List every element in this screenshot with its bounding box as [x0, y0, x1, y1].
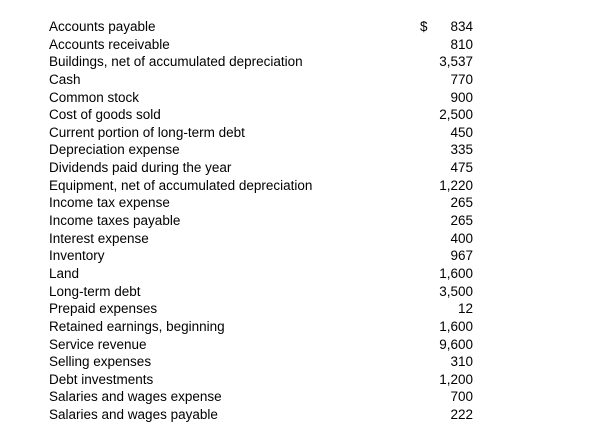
account-amount: 475: [450, 160, 473, 176]
account-balances-list: [49, 18, 479, 424]
account-amount: 1,600: [439, 318, 473, 334]
account-label: Cash: [49, 71, 81, 87]
account-label: Long-term debt: [49, 283, 141, 299]
account-amount: 400: [450, 230, 473, 246]
account-label: Buildings, net of accumulated depreciation: [49, 54, 303, 70]
account-amount: 810: [450, 36, 473, 52]
account-row: [49, 388, 479, 406]
account-amount: 265: [450, 195, 473, 211]
account-row: [49, 300, 479, 318]
account-amount: 770: [450, 71, 473, 87]
account-row: [49, 318, 479, 336]
account-amount: 2,500: [439, 107, 473, 123]
account-amount: 1,600: [439, 265, 473, 281]
account-row: [49, 18, 479, 36]
account-label: Common stock: [49, 89, 140, 105]
account-label: Cost of goods sold: [49, 107, 161, 123]
account-row: [49, 230, 479, 248]
account-amount: 450: [450, 124, 473, 140]
account-label: Accounts receivable: [49, 36, 170, 52]
account-row: [49, 265, 479, 283]
account-amount: 967: [450, 248, 473, 264]
account-label: Service revenue: [49, 336, 147, 352]
account-label: Interest expense: [49, 230, 149, 246]
account-row: [49, 89, 479, 107]
account-label: Salaries and wages payable: [49, 407, 218, 423]
account-label: Salaries and wages expense: [49, 389, 222, 405]
account-row: [49, 53, 479, 71]
account-label: Land: [49, 265, 80, 281]
account-amount: 1,220: [439, 177, 473, 193]
account-row: [49, 283, 479, 301]
account-amount: 834: [450, 19, 473, 34]
account-row: [49, 36, 479, 54]
account-row: [49, 194, 479, 212]
account-label: Equipment, net of accumulated depreciation: [49, 177, 313, 193]
account-amount: 3,500: [439, 283, 473, 299]
account-amount: 9,600: [439, 336, 473, 352]
account-label: Retained earnings, beginning: [49, 318, 225, 334]
account-label: Prepaid expenses: [49, 301, 158, 317]
account-label: Depreciation expense: [49, 142, 180, 158]
account-label: Dividends paid during the year: [49, 160, 232, 176]
account-row: [49, 141, 479, 159]
account-amount: 222: [450, 407, 473, 423]
account-amount: 3,537: [439, 54, 473, 70]
account-label: Income tax expense: [49, 195, 170, 211]
account-label: Income taxes payable: [49, 213, 181, 229]
account-row: [49, 406, 479, 424]
account-amount: 700: [450, 389, 473, 405]
account-amount: 12: [457, 301, 473, 317]
account-row: [49, 177, 479, 195]
account-row: [49, 106, 479, 124]
account-row: [49, 212, 479, 230]
account-row: [49, 71, 479, 89]
account-amount: 265: [450, 213, 473, 229]
account-label: Current portion of long-term debt: [49, 124, 245, 140]
account-row: [49, 336, 479, 354]
account-amount: 310: [450, 354, 473, 370]
account-label: Debt investments: [49, 371, 154, 387]
account-amount: 1,200: [439, 371, 473, 387]
account-row: [49, 353, 479, 371]
account-amount: 335: [450, 142, 473, 158]
account-row: [49, 371, 479, 389]
account-row: [49, 159, 479, 177]
account-label: Accounts payable: [49, 19, 156, 34]
currency-symbol: $: [420, 19, 428, 34]
account-label: Selling expenses: [49, 354, 152, 370]
account-row: [49, 124, 479, 142]
account-label: Inventory: [49, 248, 105, 264]
account-row: [49, 247, 479, 265]
account-amount: 900: [450, 89, 473, 105]
